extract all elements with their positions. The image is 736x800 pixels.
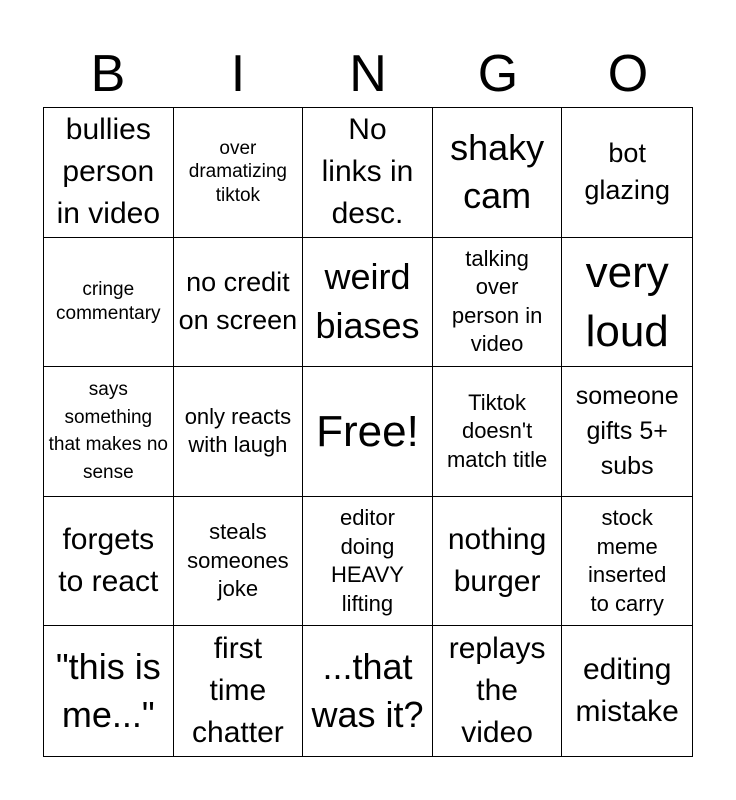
cell-label: replays the video [448, 632, 546, 750]
cell-label: stock meme inserted to carry [588, 504, 667, 616]
bingo-cell-i5[interactable] [174, 626, 304, 756]
bingo-cell-g4[interactable] [433, 497, 563, 627]
cell-label: steals someones joke [187, 519, 289, 602]
cell-label: only reacts with laugh [184, 403, 292, 458]
cell-label: first time chatter [192, 632, 284, 750]
cell-label: cringe commentary [56, 279, 161, 324]
bingo-cell-b5[interactable] [44, 626, 174, 756]
bingo-cell-n2[interactable] [303, 238, 433, 368]
bingo-cell-n1[interactable] [303, 108, 433, 238]
bingo-cell-i4[interactable] [174, 497, 304, 627]
bingo-cell-n4[interactable] [303, 497, 433, 627]
bingo-cell-n3[interactable] [303, 367, 433, 497]
cell-label: bot glazing [584, 137, 670, 206]
bingo-cell-o3[interactable] [562, 367, 692, 497]
bingo-cell-i2[interactable] [174, 238, 304, 368]
bingo-cell-b2[interactable] [44, 238, 174, 368]
bingo-cell-g2[interactable] [433, 238, 563, 368]
bingo-cell-o2[interactable] [562, 238, 692, 368]
header-letter-b: B [90, 45, 126, 103]
bingo-cell-g5[interactable] [433, 626, 563, 756]
cell-label: bullies person in video [56, 113, 160, 231]
header-letter-n: N [349, 45, 387, 103]
cell-label: very loud [585, 247, 669, 356]
bingo-cell-g1[interactable] [433, 108, 563, 238]
cell-label: nothing burger [447, 523, 547, 599]
cell-label: Free! [316, 406, 419, 456]
cell-label: No links in desc. [321, 113, 414, 231]
cell-label: editing mistake [575, 653, 679, 729]
cell-label: ...that was it? [311, 645, 424, 736]
cell-label: weird biases [315, 256, 420, 346]
bingo-board [43, 107, 693, 757]
header-letter-g: G [477, 45, 519, 103]
bingo-header [43, 40, 693, 108]
cell-label: no credit on screen [178, 267, 298, 335]
bingo-cell-n5[interactable] [303, 626, 433, 756]
bingo-cell-b1[interactable] [44, 108, 174, 238]
cell-label: over dramatizing tiktok [188, 137, 287, 207]
cell-label: says something that makes no sense [48, 379, 168, 484]
bingo-cell-g3[interactable] [433, 367, 563, 497]
cell-label: shaky cam [450, 126, 545, 217]
cell-label: forgets to react [58, 523, 159, 599]
header-letter-o: O [607, 45, 649, 103]
bingo-cell-b3[interactable] [44, 367, 174, 497]
header-letter-i: I [230, 45, 246, 103]
bingo-cell-o5[interactable] [562, 626, 692, 756]
cell-label: editor doing HEAVY lifting [331, 504, 404, 616]
bingo-cell-o1[interactable] [562, 108, 692, 238]
bingo-cell-i3[interactable] [174, 367, 304, 497]
bingo-cell-b4[interactable] [44, 497, 174, 627]
cell-label: Tiktok doesn't match title [446, 389, 548, 472]
cell-label: talking over person in video [451, 245, 543, 357]
cell-label: someone gifts 5+ subs [575, 381, 679, 480]
cell-label: "this is me..." [55, 645, 161, 736]
bingo-cell-i1[interactable] [174, 108, 304, 238]
bingo-cell-o4[interactable] [562, 497, 692, 627]
